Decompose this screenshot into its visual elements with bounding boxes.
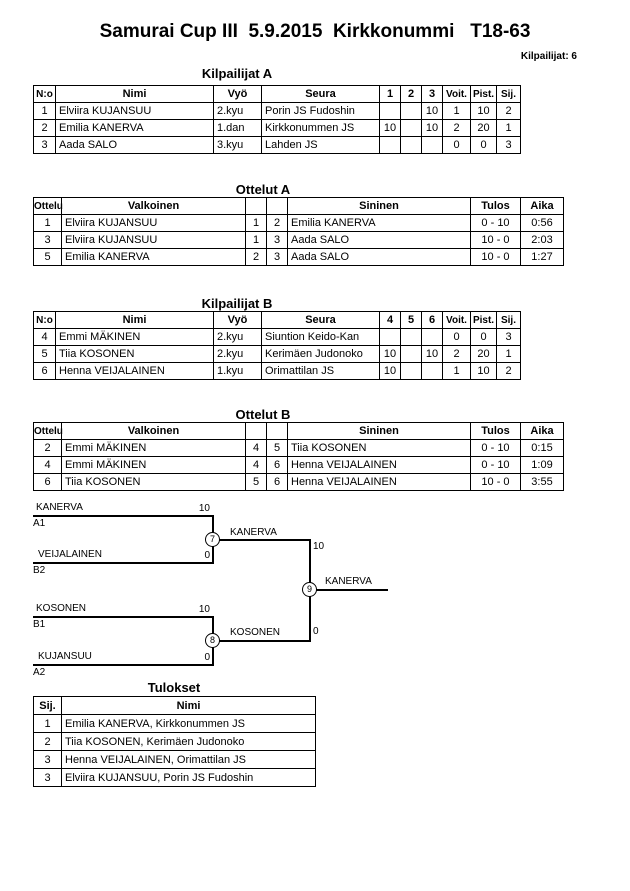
bracket-line	[33, 616, 213, 618]
match-no-cell: 2	[34, 440, 62, 457]
table-header-row	[34, 697, 316, 715]
table-row	[34, 457, 564, 474]
belt-cell: 1.kyu	[214, 363, 262, 380]
blue-no-cell: 3	[267, 249, 288, 266]
col-match: Ottelu	[34, 198, 62, 215]
table-header-row	[34, 198, 564, 215]
pool-a-heading: Kilpailijat A	[201, 66, 273, 81]
time-cell: 1:09	[521, 457, 564, 474]
col-match: Ottelu	[34, 423, 62, 440]
points-cell: 20	[471, 120, 497, 137]
bracket-seed-label: A2	[33, 667, 46, 678]
place-cell: 3	[497, 137, 521, 154]
match-no-cell: 6	[34, 474, 62, 491]
col-club: Seura	[262, 312, 380, 329]
matches-a-table	[33, 197, 564, 266]
table-header-row	[34, 312, 521, 329]
page-title: Samurai Cup III 5.9.2015 Kirkkonummi T18-63	[99, 21, 531, 42]
result-cell: 0 - 10	[471, 457, 521, 474]
col-name: Nimi	[56, 312, 214, 329]
col-no: N:o	[34, 312, 56, 329]
blue-cell: Henna VEIJALAINEN	[288, 457, 471, 474]
score-cell	[401, 120, 422, 137]
col-wins: Voit.	[443, 312, 471, 329]
col-spacer	[267, 198, 288, 215]
col-result: Tulos	[471, 423, 521, 440]
score-cell	[380, 329, 401, 346]
col-time: Aika	[521, 198, 564, 215]
table-row	[34, 346, 521, 363]
place-cell: 3	[34, 751, 62, 769]
bracket-score: 0	[204, 652, 210, 663]
score-cell	[380, 137, 401, 154]
name-cell: Henna VEIJALAINEN, Orimattilan JS	[62, 751, 316, 769]
white-no-cell: 4	[246, 457, 267, 474]
table-header-row	[34, 423, 564, 440]
bracket-entry-name: KOSONEN	[36, 603, 87, 614]
bracket-line	[213, 640, 310, 642]
name-cell: Tiia KOSONEN	[56, 346, 214, 363]
time-cell: 2:03	[521, 232, 564, 249]
match-number-circle: 7	[205, 532, 220, 547]
bracket-winner-name: KANERVA	[230, 527, 277, 538]
bracket-line	[33, 515, 213, 517]
col-white: Valkoinen	[62, 423, 246, 440]
place-cell: 1	[497, 120, 521, 137]
bracket-seed-label: B1	[33, 619, 46, 630]
bracket-winner-name: KANERVA	[325, 576, 372, 587]
no-cell: 5	[34, 346, 56, 363]
bracket-line	[33, 664, 213, 666]
col-place: Sij.	[497, 312, 521, 329]
bracket-score: 0	[313, 626, 319, 637]
bracket-line	[310, 589, 388, 591]
time-cell: 1:27	[521, 249, 564, 266]
place-cell: 2	[497, 103, 521, 120]
white-no-cell: 4	[246, 440, 267, 457]
points-cell: 20	[471, 346, 497, 363]
pool-b-heading: Kilpailijat B	[201, 296, 273, 311]
club-cell: Orimattilan JS	[262, 363, 380, 380]
name-cell: Emilia KANERVA, Kirkkonummen JS	[62, 715, 316, 733]
belt-cell: 2.kyu	[214, 346, 262, 363]
wins-cell: 0	[443, 137, 471, 154]
col-opp1: 1	[380, 86, 401, 103]
col-blue: Sininen	[288, 423, 471, 440]
table-row	[34, 474, 564, 491]
time-cell: 3:55	[521, 474, 564, 491]
bracket-entry-name: KUJANSUU	[38, 651, 92, 662]
score-cell: 10	[380, 346, 401, 363]
white-cell: Tiia KOSONEN	[62, 474, 246, 491]
bracket-score: 10	[198, 604, 210, 615]
results-heading: Tulokset	[147, 680, 201, 695]
col-spacer	[246, 423, 267, 440]
col-time: Aika	[521, 423, 564, 440]
results-table	[33, 696, 316, 787]
col-points: Pist.	[471, 86, 497, 103]
table-row	[34, 232, 564, 249]
club-cell: Kirkkonummen JS	[262, 120, 380, 137]
bracket-line	[213, 539, 310, 541]
col-spacer	[267, 423, 288, 440]
match-no-cell: 4	[34, 457, 62, 474]
col-opp2: 5	[401, 312, 422, 329]
score-cell: 10	[422, 346, 443, 363]
name-cell: Aada SALO	[56, 137, 214, 154]
col-result: Tulos	[471, 198, 521, 215]
score-cell: 10	[422, 120, 443, 137]
match-no-cell: 5	[34, 249, 62, 266]
belt-cell: 2.kyu	[214, 103, 262, 120]
col-white: Valkoinen	[62, 198, 246, 215]
col-opp1: 4	[380, 312, 401, 329]
pool-b-table	[33, 311, 521, 380]
place-cell: 1	[34, 715, 62, 733]
bracket-entry-name: VEIJALAINEN	[38, 549, 102, 560]
table-row	[34, 137, 521, 154]
blue-cell: Aada SALO	[288, 232, 471, 249]
table-row	[34, 103, 521, 120]
bracket-score: 0	[204, 550, 210, 561]
place-cell: 3	[497, 329, 521, 346]
blue-cell: Aada SALO	[288, 249, 471, 266]
name-cell: Elviira KUJANSUU, Porin JS Fudoshin	[62, 769, 316, 787]
score-cell	[422, 329, 443, 346]
points-cell: 10	[471, 363, 497, 380]
score-cell	[401, 137, 422, 154]
club-cell: Siuntion Keido-Kan	[262, 329, 380, 346]
result-cell: 10 - 0	[471, 474, 521, 491]
place-cell: 2	[497, 363, 521, 380]
score-cell: 10	[380, 120, 401, 137]
table-row	[34, 769, 316, 787]
table-row	[34, 715, 316, 733]
name-cell: Henna VEIJALAINEN	[56, 363, 214, 380]
white-cell: Elviira KUJANSUU	[62, 232, 246, 249]
score-cell	[401, 363, 422, 380]
white-no-cell: 1	[246, 232, 267, 249]
time-cell: 0:15	[521, 440, 564, 457]
score-cell	[401, 346, 422, 363]
white-cell: Emmi MÄKINEN	[62, 440, 246, 457]
wins-cell: 2	[443, 120, 471, 137]
club-cell: Lahden JS	[262, 137, 380, 154]
bracket-winner-name: KOSONEN	[230, 627, 281, 638]
col-club: Seura	[262, 86, 380, 103]
blue-cell: Tiia KOSONEN	[288, 440, 471, 457]
blue-no-cell: 2	[267, 215, 288, 232]
col-wins: Voit.	[443, 86, 471, 103]
table-row	[34, 363, 521, 380]
matches-b-heading: Ottelut B	[235, 407, 291, 422]
result-cell: 0 - 10	[471, 215, 521, 232]
wins-cell: 1	[443, 363, 471, 380]
blue-no-cell: 6	[267, 457, 288, 474]
score-cell: 10	[422, 103, 443, 120]
competitor-count-label: Kilpailijat: 6	[520, 51, 577, 62]
col-points: Pist.	[471, 312, 497, 329]
table-row	[34, 440, 564, 457]
table-header-row	[34, 86, 521, 103]
table-row	[34, 120, 521, 137]
bracket-seed-label: A1	[33, 518, 46, 529]
table-row	[34, 329, 521, 346]
points-cell: 0	[471, 137, 497, 154]
blue-no-cell: 3	[267, 232, 288, 249]
table-row	[34, 751, 316, 769]
place-cell: 2	[34, 733, 62, 751]
wins-cell: 1	[443, 103, 471, 120]
name-cell: Emilia KANERVA	[56, 120, 214, 137]
col-opp3: 6	[422, 312, 443, 329]
no-cell: 2	[34, 120, 56, 137]
score-cell	[401, 103, 422, 120]
belt-cell: 1.dan	[214, 120, 262, 137]
no-cell: 1	[34, 103, 56, 120]
blue-cell: Henna VEIJALAINEN	[288, 474, 471, 491]
score-cell	[401, 329, 422, 346]
match-number-circle: 9	[302, 582, 317, 597]
col-spacer	[246, 198, 267, 215]
match-no-cell: 3	[34, 232, 62, 249]
col-belt: Vyö	[214, 86, 262, 103]
matches-b-table	[33, 422, 564, 491]
result-cell: 0 - 10	[471, 440, 521, 457]
col-belt: Vyö	[214, 312, 262, 329]
white-no-cell: 2	[246, 249, 267, 266]
time-cell: 0:56	[521, 215, 564, 232]
score-cell: 10	[380, 363, 401, 380]
name-cell: Elviira KUJANSUU	[56, 103, 214, 120]
name-cell: Tiia KOSONEN, Kerimäen Judonoko	[62, 733, 316, 751]
bracket-seed-label: B2	[33, 565, 46, 576]
pool-a-table	[33, 85, 521, 154]
club-cell: Kerimäen Judonoko	[262, 346, 380, 363]
belt-cell: 3.kyu	[214, 137, 262, 154]
col-name: Nimi	[56, 86, 214, 103]
bracket-entry-name: KANERVA	[36, 502, 83, 513]
match-no-cell: 1	[34, 215, 62, 232]
belt-cell: 2.kyu	[214, 329, 262, 346]
score-cell	[380, 103, 401, 120]
bracket-score: 10	[198, 503, 210, 514]
place-cell: 3	[34, 769, 62, 787]
bracket-line	[33, 562, 213, 564]
col-place: Sij.	[497, 86, 521, 103]
wins-cell: 2	[443, 346, 471, 363]
col-opp3: 3	[422, 86, 443, 103]
white-cell: Elviira KUJANSUU	[62, 215, 246, 232]
col-blue: Sininen	[288, 198, 471, 215]
blue-no-cell: 6	[267, 474, 288, 491]
name-cell: Emmi MÄKINEN	[56, 329, 214, 346]
white-no-cell: 1	[246, 215, 267, 232]
no-cell: 3	[34, 137, 56, 154]
points-cell: 10	[471, 103, 497, 120]
result-cell: 10 - 0	[471, 232, 521, 249]
table-row	[34, 249, 564, 266]
points-cell: 0	[471, 329, 497, 346]
table-row	[34, 733, 316, 751]
white-cell: Emmi MÄKINEN	[62, 457, 246, 474]
bracket-score: 10	[313, 541, 325, 552]
no-cell: 6	[34, 363, 56, 380]
match-number-circle: 8	[205, 633, 220, 648]
blue-cell: Emilia KANERVA	[288, 215, 471, 232]
club-cell: Porin JS Fudoshin	[262, 103, 380, 120]
blue-no-cell: 5	[267, 440, 288, 457]
col-place: Sij.	[34, 697, 62, 715]
no-cell: 4	[34, 329, 56, 346]
col-no: N:o	[34, 86, 56, 103]
score-cell	[422, 363, 443, 380]
place-cell: 1	[497, 346, 521, 363]
white-cell: Emilia KANERVA	[62, 249, 246, 266]
wins-cell: 0	[443, 329, 471, 346]
col-name: Nimi	[62, 697, 316, 715]
matches-a-heading: Ottelut A	[235, 182, 291, 197]
col-opp2: 2	[401, 86, 422, 103]
white-no-cell: 5	[246, 474, 267, 491]
score-cell	[422, 137, 443, 154]
result-cell: 10 - 0	[471, 249, 521, 266]
table-row	[34, 215, 564, 232]
